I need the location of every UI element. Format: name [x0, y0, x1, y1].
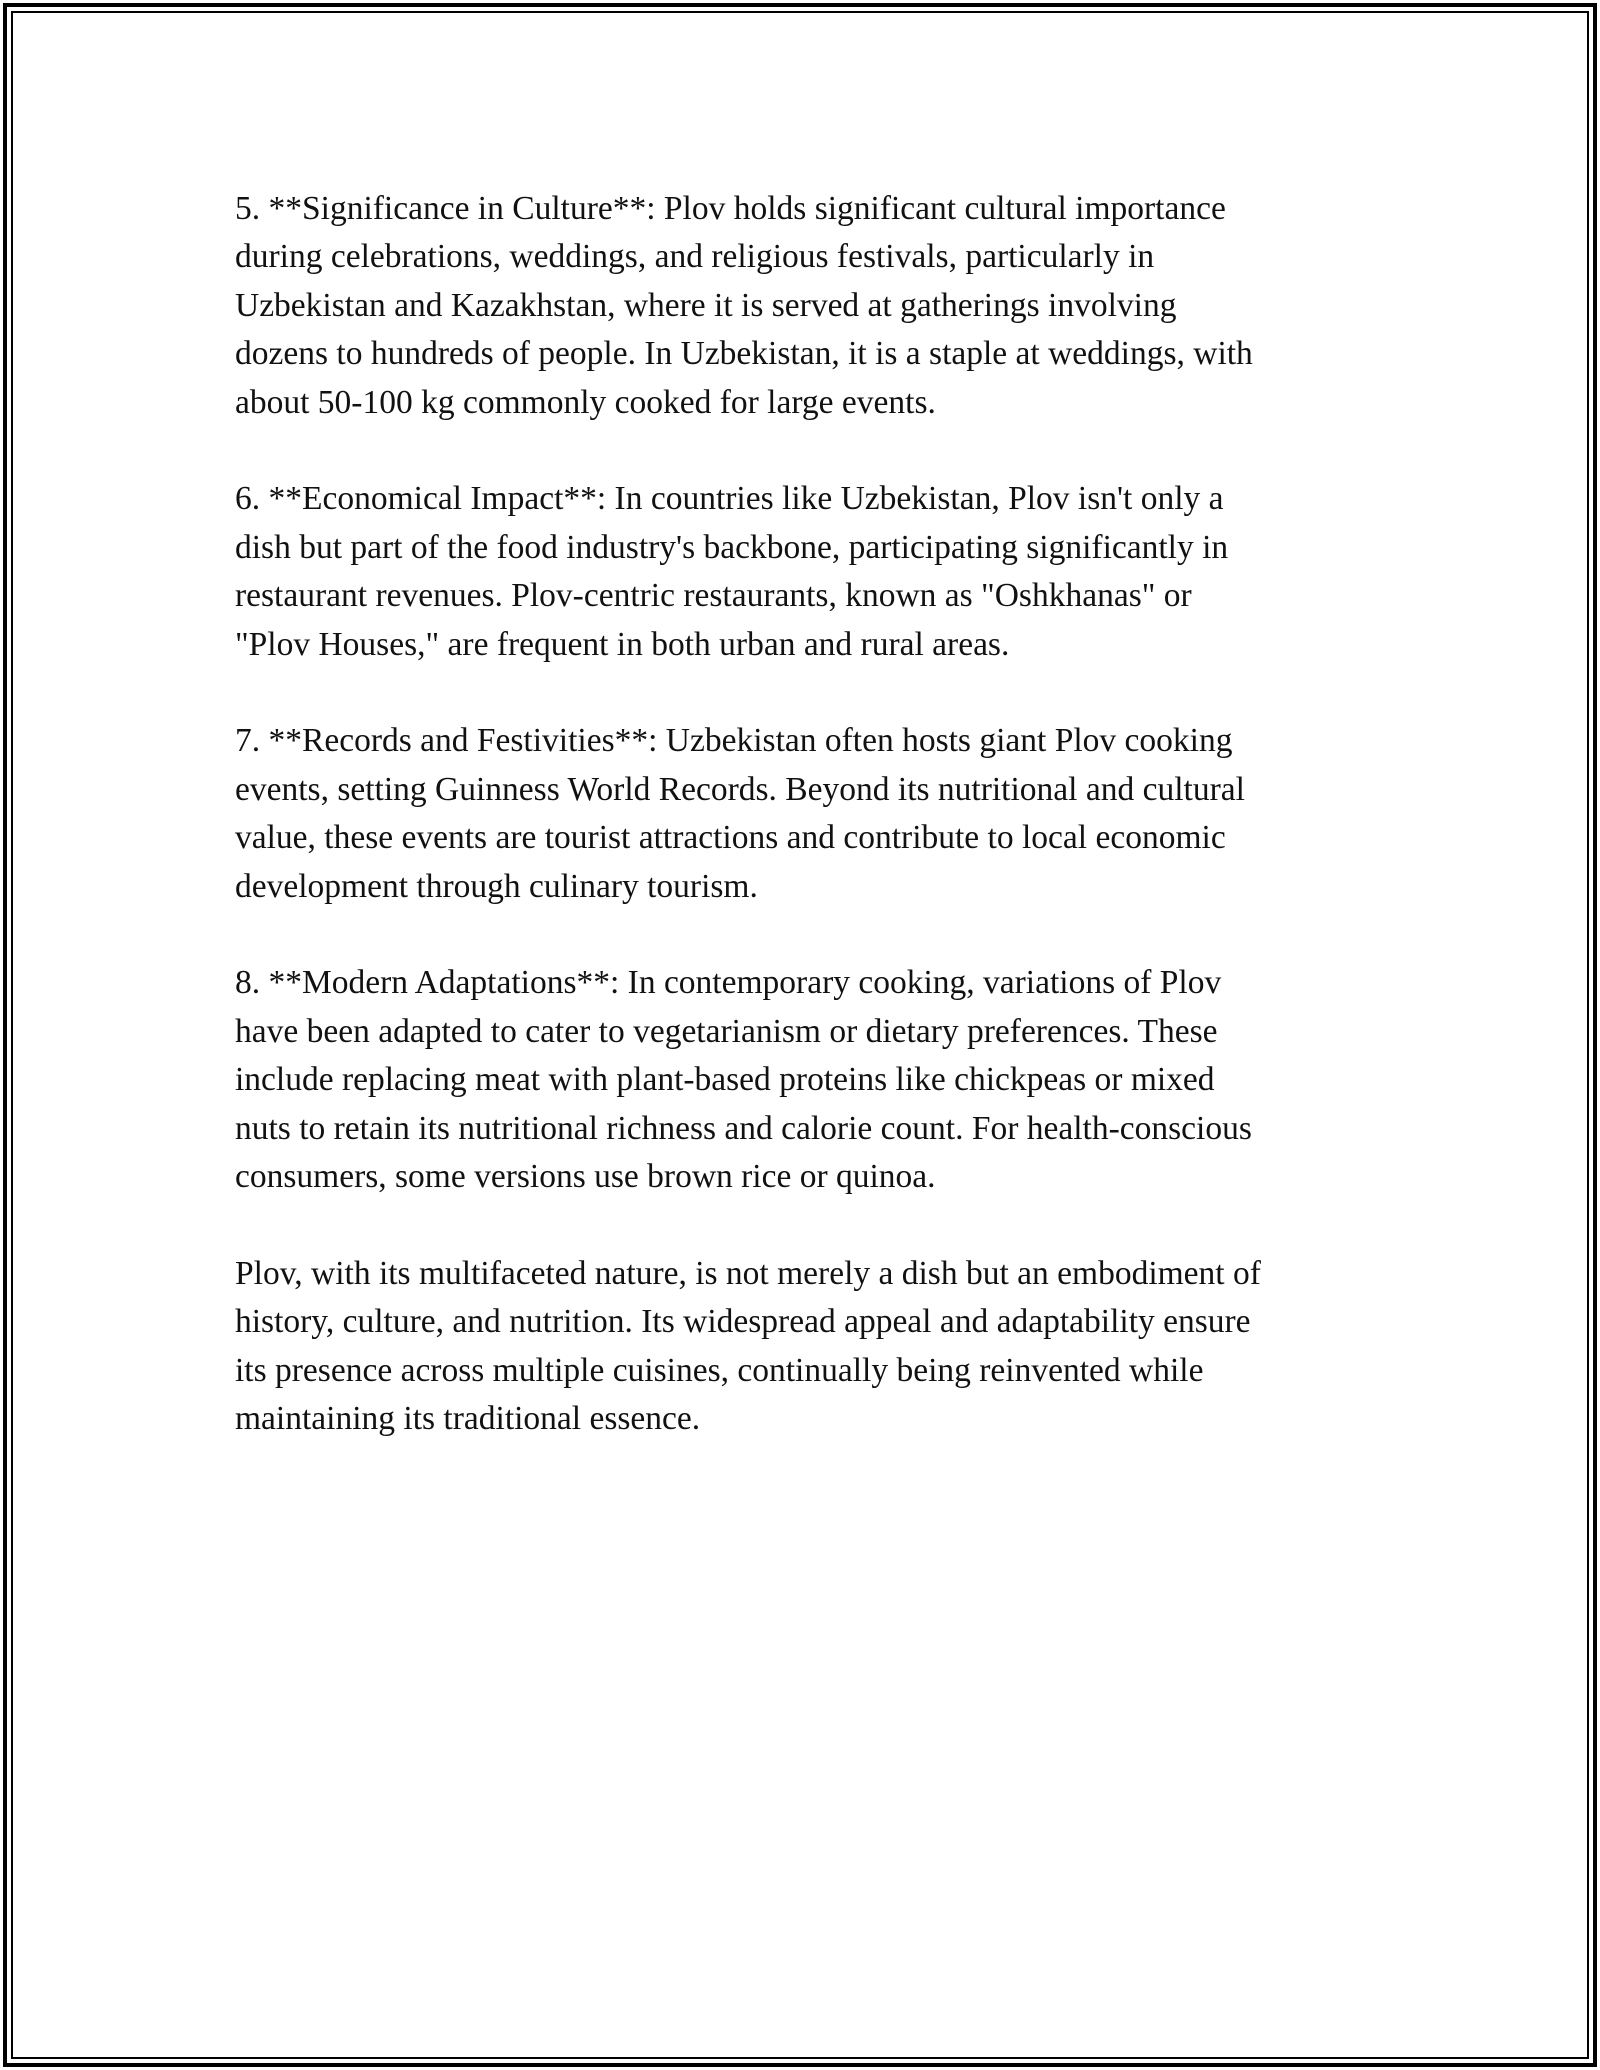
text-line: include replacing meat with plant-based proteins like chickpeas or mixed	[235, 1061, 1215, 1099]
paragraph-significance-in-culture	[235, 185, 1375, 427]
text-line: 6. **Economical Impact**: In countries like Uzbekistan, Plov isn't only a	[235, 480, 1224, 518]
text-line: consumers, some versions use brown rice or quinoa.	[235, 1158, 936, 1196]
text-line: history, culture, and nutrition. Its widespread appeal and adaptability ensure	[235, 1303, 1251, 1341]
text-line: Uzbekistan and Kazakhstan, where it is served at gatherings involving	[235, 286, 1177, 324]
text-line: dozens to hundreds of people. In Uzbekistan, it is a staple at weddings, with	[235, 335, 1253, 373]
text-line: Plov, with its multifaceted nature, is not merely a dish but an embodiment of	[235, 1254, 1261, 1292]
text-line: development through culinary tourism.	[235, 867, 758, 905]
paragraph-conclusion	[235, 1250, 1375, 1444]
text-line: restaurant revenues. Plov-centric restaurants, known as "Oshkhanas" or	[235, 577, 1192, 615]
paragraph-records-and-festivities	[235, 717, 1375, 911]
text-line: nuts to retain its nutritional richness and calorie count. For health-conscious	[235, 1109, 1252, 1147]
text-line: value, these events are tourist attractions and contribute to local economic	[235, 819, 1226, 857]
text-line: dish but part of the food industry's backbone, participating significantly in	[235, 528, 1229, 566]
text-line: have been adapted to cater to vegetarianism or dietary preferences. These	[235, 1012, 1218, 1050]
text-line: maintaining its traditional essence.	[235, 1400, 701, 1438]
text-line: 8. **Modern Adaptations**: In contemporary cooking, variations of Plov	[235, 964, 1222, 1002]
text-line: events, setting Guinness World Records. Beyond its nutritional and cultural	[235, 770, 1245, 808]
text-line: during celebrations, weddings, and religious festivals, particularly in	[235, 238, 1155, 276]
document-body	[235, 185, 1375, 1492]
text-line: about 50-100 kg commonly cooked for large events.	[235, 383, 936, 421]
text-line: 5. **Significance in Culture**: Plov holds significant cultural importance	[235, 190, 1226, 227]
text-line: "Plov Houses," are frequent in both urban and rural areas.	[235, 625, 1010, 663]
text-line: 7. **Records and Festivities**: Uzbekistan often hosts giant Plov cooking	[235, 722, 1233, 760]
paragraph-modern-adaptations	[235, 959, 1375, 1201]
text-line: its presence across multiple cuisines, continually being reinvented while	[235, 1351, 1204, 1389]
paragraph-economical-impact	[235, 475, 1375, 669]
